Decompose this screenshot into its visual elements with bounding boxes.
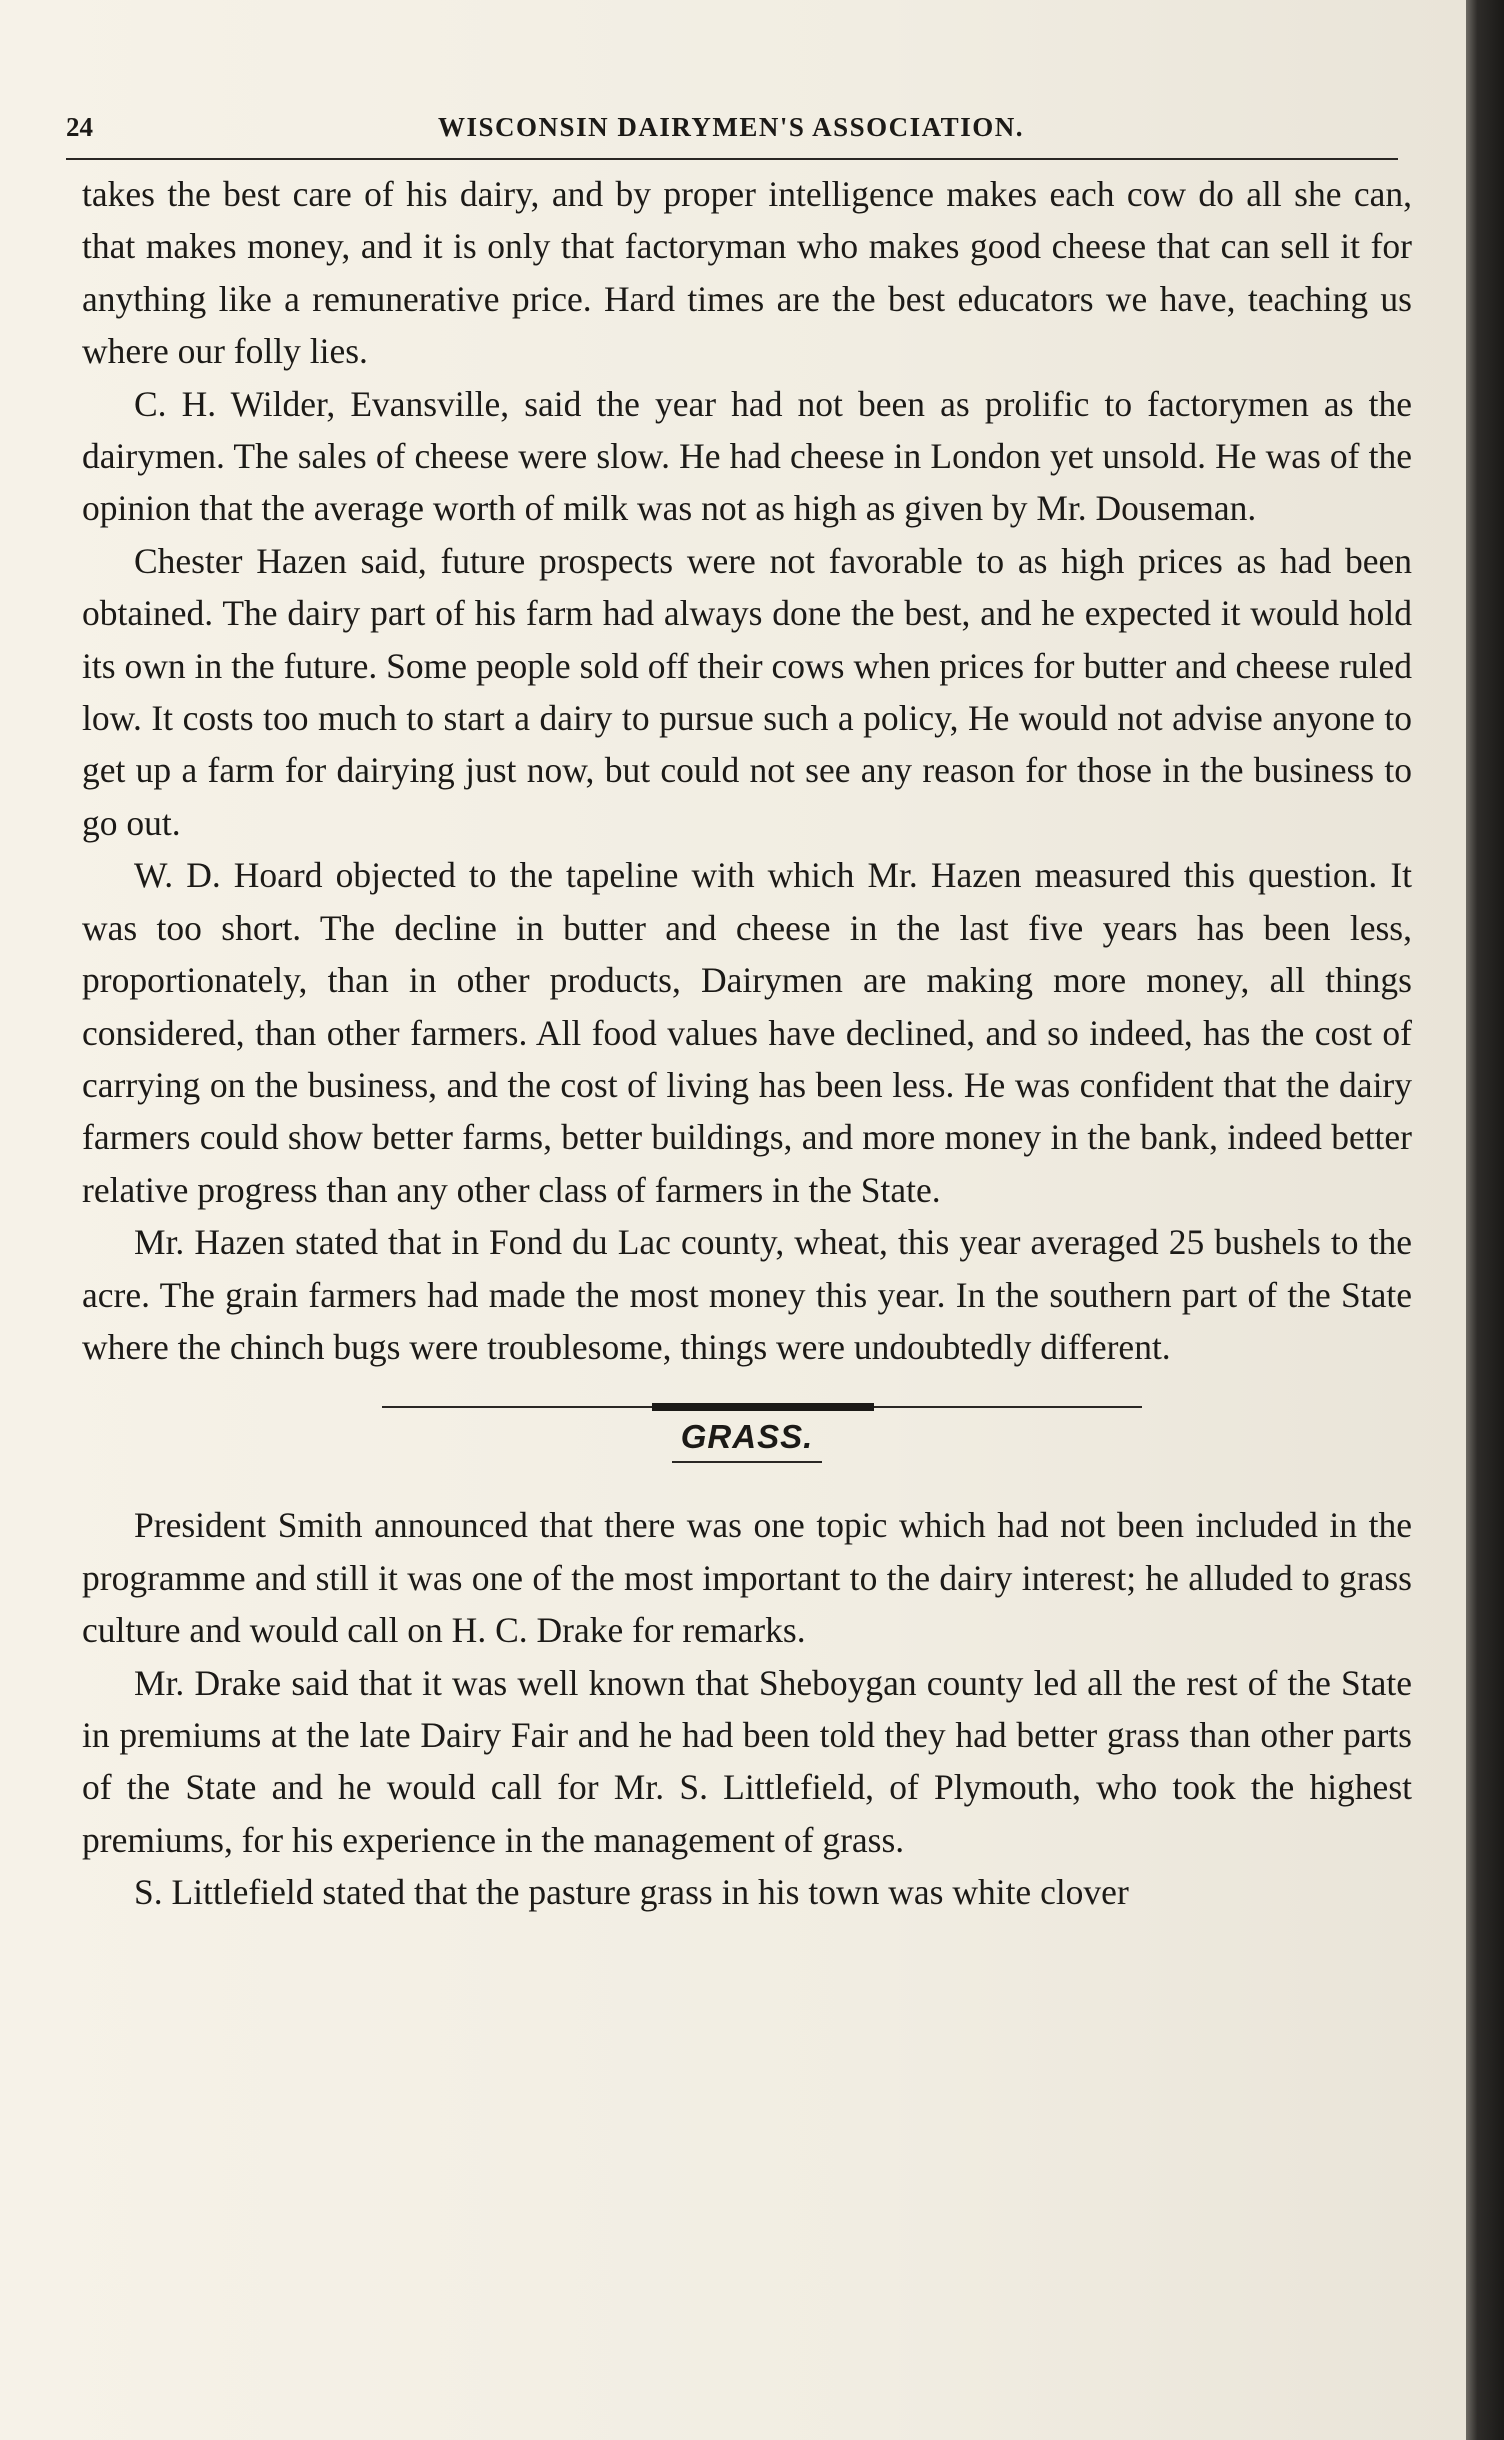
body-text — [82, 168, 1412, 1919]
section-divider — [382, 1403, 1142, 1411]
section-heading: GRASS. — [680, 1418, 814, 1456]
paragraph: takes the best care of his dairy, and by proper intelligence makes each cow do all she can, that makes money, and it is only that factoryman who makes good cheese that can sell it for anything like a remunerative price. Hard times are the best educators we have, teaching us where our folly lies. — [82, 174, 1412, 372]
paragraph: Mr. Drake said that it was well known that Sheboygan county led all the rest of the State in premiums at the late Dairy Fair and he had been told they had better grass than other parts of the State and he would call for Mr. S. Littlefield, of Plymouth, who took the highest premiums, for his experience in the management of grass. — [82, 1662, 1412, 1860]
divider-thick-rule — [652, 1403, 874, 1411]
paragraph: C. H. Wilder, Evansville, said the year had not been as prolific to factorymen as the dairymen. The sales of cheese were slow. He had cheese in London yet unsold. He was of the opinion that the average worth of milk was not as high as given by Mr. Douseman. — [82, 383, 1412, 529]
running-head: WISCONSIN DAIRYMEN'S ASSOCIATION. — [438, 112, 1024, 142]
page-header — [66, 112, 1396, 152]
paragraph: President Smith announced that there was one topic which had not been included in the programme and still it was one of the most important to the dairy interest; he alluded to grass culture and would call on H. C. Drake for remarks. — [82, 1505, 1412, 1651]
page-number: 24 — [66, 112, 93, 142]
paragraph: Mr. Hazen stated that in Fond du Lac county, wheat, this year averaged 25 bushels to the acre. The grain farmers had made the most money this year. In the southern part of the State where the chinch bugs were troublesome, things were undoubtedly different. — [82, 1222, 1412, 1367]
page-edge-shadow — [1466, 0, 1504, 2440]
heading-underline — [672, 1461, 822, 1463]
paragraph: Chester Hazen said, future prospects were not favorable to as high prices as had been obtained. The dairy part of his farm had always done the best, and he expected it would hold its own in the future. Some people sold off their cows when prices for butter and cheese ruled low. It costs too much to start a dairy to pursue such a policy, He would not advise anyone to get up a farm for dairying just now, but could not see any reason for those in the business to go out. — [82, 540, 1412, 843]
header-rule — [66, 158, 1398, 160]
paragraph: W. D. Hoard objected to the tapeline with which Mr. Hazen measured this question. It was too short. The decline in butter and cheese in the last five years has been less, proportionately, than in other products, Dairymen are making more money, all things considered, than other farmers. All food values have declined, and so indeed, has the cost of carrying on the business, and the cost of living has been less. He was confident that the dairy farmers could show better farms, better buildings, and more money in the bank, indeed better relative progress than any other class of farmers in the State. — [82, 855, 1412, 1210]
paragraph: S. Littlefield stated that the pasture grass in his town was white clover — [134, 1872, 1129, 1913]
